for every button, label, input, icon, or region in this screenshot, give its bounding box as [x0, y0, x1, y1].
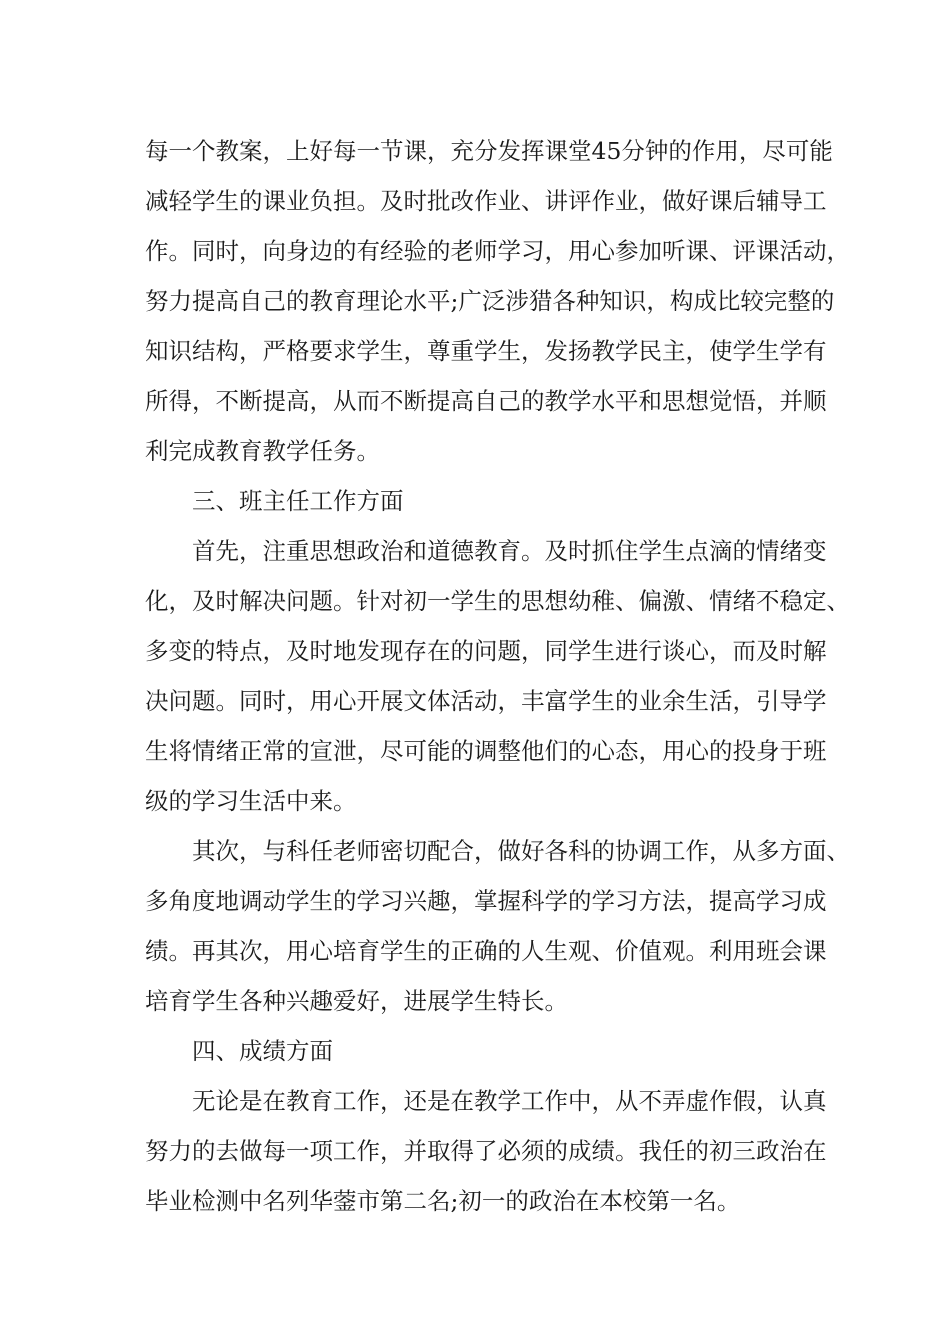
text-line: 其次，与科任老师密切配合，做好各科的协调工作，从多方面、 [192, 837, 850, 865]
paragraph-teaching-continued [145, 126, 850, 476]
document-body [145, 126, 850, 1226]
text-line: 生将情绪正常的宣泄，尽可能的调整他们的心态，用心的投身于班 [145, 737, 827, 765]
text-line: 知识结构，严格要求学生，尊重学生，发扬教学民主，使学生学有 [145, 337, 827, 365]
text-line: 毕业检测中名列华蓥市第二名;初一的政治在本校第一名。 [145, 1187, 741, 1215]
text-line: 决问题。同时，用心开展文体活动，丰富学生的业余生活，引导学 [145, 687, 827, 715]
paragraph-achievements [145, 1076, 827, 1226]
paragraph-cooperation [145, 826, 850, 1026]
section-heading-class-teacher [145, 476, 815, 526]
text-line: 级的学习生活中来。 [145, 787, 357, 815]
text-line: 绩。再其次，用心培育学生的正确的人生观、价值观。利用班会课 [145, 937, 827, 965]
text-line: 每一个教案，上好每一节课，充分发挥课堂45分钟的作用，尽可能 [145, 137, 833, 165]
text-line: 化，及时解决问题。针对初一学生的思想幼稚、偏激、情绪不稳定、 [145, 587, 850, 615]
text-line: 培育学生各种兴趣爱好，进展学生特长。 [145, 987, 568, 1015]
text-line: 多角度地调动学生的学习兴趣，掌握科学的学习方法，提高学习成 [145, 887, 827, 915]
text-line: 多变的特点，及时地发现存在的问题，同学生进行谈心，而及时解 [145, 637, 827, 665]
text-line: 作。同时，向身边的有经验的老师学习，用心参加听课、评课活动， [145, 237, 850, 265]
section-heading-achievements [145, 1026, 815, 1076]
section-heading: 四、成绩方面 [192, 1037, 333, 1065]
text-line: 努力的去做每一项工作，并取得了必须的成绩。我任的初三政治在 [145, 1137, 827, 1165]
text-line: 首先，注重思想政治和道德教育。及时抓住学生点滴的情绪变 [192, 537, 827, 565]
text-line: 利完成教育教学任务。 [145, 437, 380, 465]
text-line: 无论是在教育工作，还是在教学工作中，从不弄虚作假，认真 [192, 1087, 827, 1115]
text-line: 所得，不断提高，从而不断提高自己的教学水平和思想觉悟，并顺 [145, 387, 827, 415]
section-heading: 三、班主任工作方面 [192, 487, 404, 515]
text-line: 减轻学生的课业负担。及时批改作业、讲评作业，做好课后辅导工 [145, 187, 827, 215]
text-line: 努力提高自己的教育理论水平;广泛涉猎各种知识，构成比较完整的 [145, 287, 835, 315]
paragraph-moral-education [145, 526, 850, 826]
